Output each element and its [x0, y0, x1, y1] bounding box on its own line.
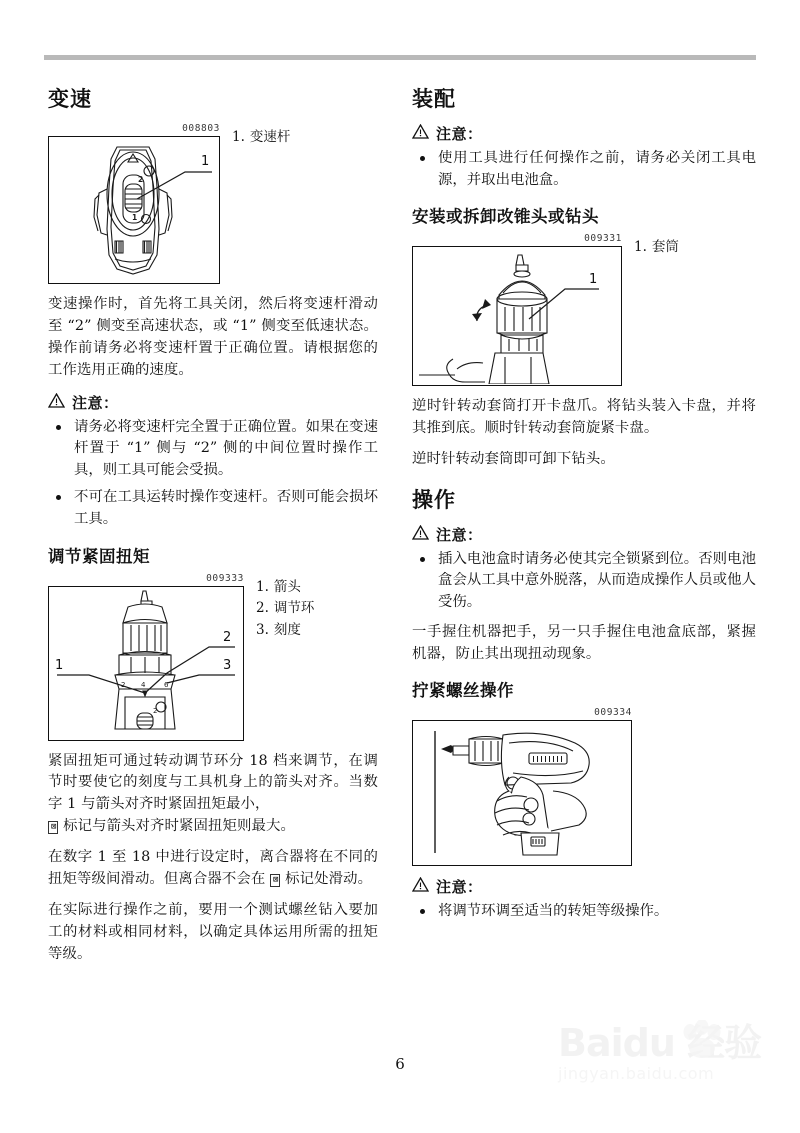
- clutch-text-a: 在数字 1 至 18 中进行设定时，离合器将在不同的扭矩等级间滑动。但离合器不会在: [48, 849, 378, 887]
- sub-title-screw-driving: 拧紧螺丝操作: [412, 681, 514, 701]
- warning-triangle-icon: [412, 124, 429, 143]
- figure-id-sleeve: 009331: [584, 233, 622, 245]
- figure-id-speed: 008803: [182, 123, 220, 135]
- caution-header-final: [412, 876, 756, 897]
- caution-header-speed: [48, 392, 378, 413]
- watermark-sub-text: jingyan.baidu.com: [558, 1064, 715, 1083]
- watermark-main-text: Baidu 经验: [558, 1021, 762, 1065]
- torque-text-b: 标记与箭头对齐时紧固扭矩则最大。: [58, 818, 295, 835]
- caution-header-assembly: [412, 123, 756, 144]
- page-number: 6: [395, 1055, 405, 1073]
- list-item: 将调节环调至适当的转矩等级操作。: [412, 901, 756, 923]
- list-item: 使用工具进行任何操作之前，请务必关闭工具电源，并取出电池盒。: [412, 148, 756, 191]
- callout-label: 刻度: [273, 622, 301, 639]
- warning-triangle-icon: [48, 393, 65, 412]
- left-column: [48, 88, 378, 975]
- sleeve-paragraph-2: 逆时针转动套筒即可卸下钻头。: [412, 450, 615, 467]
- caution-list-final: [412, 901, 756, 923]
- sub-title-torque: 调节紧固扭矩: [48, 546, 150, 566]
- svg-text:1: 1: [201, 154, 210, 170]
- callout-number: 3.: [256, 622, 269, 639]
- callout-item: [256, 620, 314, 642]
- section-title-operation: 操作: [412, 487, 456, 512]
- svg-text:6: 6: [164, 680, 169, 689]
- list-item: 不可在工具运转时操作变速杆。否则可能会损坏工具。: [48, 487, 378, 530]
- torque-paragraph-3: 在实际进行操作之前，要用一个测试螺丝钻入要加工的材料或相同材料，以确定具体运用所需的扭矩等级。: [48, 901, 378, 962]
- figure-id-torque: 009333: [206, 572, 244, 584]
- sub-title-install-bit: 安装或拆卸改锥头或钻头: [412, 207, 599, 227]
- callout-number: 2.: [256, 600, 269, 617]
- callout-item: [256, 598, 314, 620]
- torque-symbol-icon: ⊠: [48, 821, 58, 834]
- figure-torque-callouts: [256, 577, 314, 643]
- speed-paragraph: 变速操作时，首先将工具关闭，然后将变速杆滑动至 “2” 侧变至高速状态，或 “1” 侧变至低速状态。操作前请务必将变速杆置于正确位置。请根据您的工作选用正确的速度。: [48, 296, 378, 378]
- callout-item: [634, 237, 679, 259]
- callout-label: 套筒: [651, 239, 679, 256]
- svg-text:1: 1: [132, 213, 138, 223]
- caution-label: 注意：: [436, 878, 483, 897]
- figure-sleeve-image: [412, 246, 622, 386]
- callout-number: 1.: [232, 129, 245, 146]
- figure-speed-lever: [48, 123, 378, 284]
- caution-label: 注意：: [72, 393, 119, 412]
- callout-item: [256, 577, 314, 599]
- callout-item: [232, 127, 290, 149]
- callout-number: 1.: [634, 239, 647, 256]
- figure-screw-image: [412, 720, 632, 866]
- figure-torque-adjust: [48, 573, 378, 741]
- section-title-speed: 变速: [48, 87, 92, 111]
- svg-text:4: 4: [141, 680, 146, 689]
- callout-label: 箭头: [273, 578, 301, 595]
- figure-torque-image: [48, 586, 244, 741]
- torque-text-a: 紧固扭矩可通过转动调节环分 18 档来调节，在调节时要使它的刻度与工具机身上的箭头对齐。当数字 1 与箭头对齐时紧固扭矩最小，: [48, 752, 378, 813]
- figure-sleeve: [412, 233, 756, 386]
- svg-text:1: 1: [589, 272, 598, 288]
- svg-text:2: 2: [153, 706, 158, 715]
- caution-list-operation: [412, 549, 756, 614]
- warning-triangle-icon: [412, 525, 429, 544]
- right-column: [412, 88, 756, 931]
- callout-label: 变速杆: [249, 129, 291, 146]
- torque-paragraph-2: [48, 847, 378, 891]
- svg-text:2: 2: [138, 175, 144, 185]
- caution-list-assembly: [412, 148, 756, 191]
- list-item: 插入电池盒时请务必使其完全锁紧到位。否则电池盒会从工具中意外脱落，从而造成操作人员或他人受伤。: [412, 549, 756, 614]
- svg-text:3: 3: [223, 657, 232, 673]
- clutch-text-b: 标记处滑动。: [280, 870, 373, 887]
- header-rule: [44, 55, 756, 60]
- caution-header-operation: [412, 524, 756, 545]
- list-item: 请务必将变速杆完全置于正确位置。如果在变速杆置于 “1” 侧与 “2” 侧的中间位置时操作工具，则工具可能会受损。: [48, 417, 378, 482]
- caution-label: 注意：: [436, 525, 483, 544]
- figure-screw-driving: [412, 707, 756, 866]
- warning-triangle-icon: [412, 877, 429, 896]
- caution-label: 注意：: [436, 125, 483, 144]
- figure-id-screw: 009334: [594, 707, 632, 719]
- svg-text:2: 2: [121, 680, 126, 689]
- figure-sleeve-callouts: [634, 237, 679, 259]
- sleeve-paragraph-1: 逆时针转动套筒打开卡盘爪。将钻头装入卡盘，并将其推到底。顺时针转动套筒旋紧卡盘。: [412, 398, 756, 436]
- section-title-assembly: 装配: [412, 87, 456, 111]
- figure-speed-image: [48, 136, 220, 284]
- clutch-symbol-icon: ⊠: [270, 874, 280, 887]
- torque-paragraph-1: [48, 751, 378, 839]
- svg-text:2: 2: [223, 629, 232, 645]
- operation-paragraph: 一手握住机器把手，另一只手握住电池盒底部，紧握机器，防止其出现扭动现象。: [412, 623, 756, 662]
- svg-text:1: 1: [55, 657, 64, 673]
- figure-speed-callouts: [232, 127, 290, 149]
- callout-number: 1.: [256, 578, 269, 595]
- callout-label: 调节环: [273, 600, 315, 617]
- caution-list-speed: [48, 417, 378, 531]
